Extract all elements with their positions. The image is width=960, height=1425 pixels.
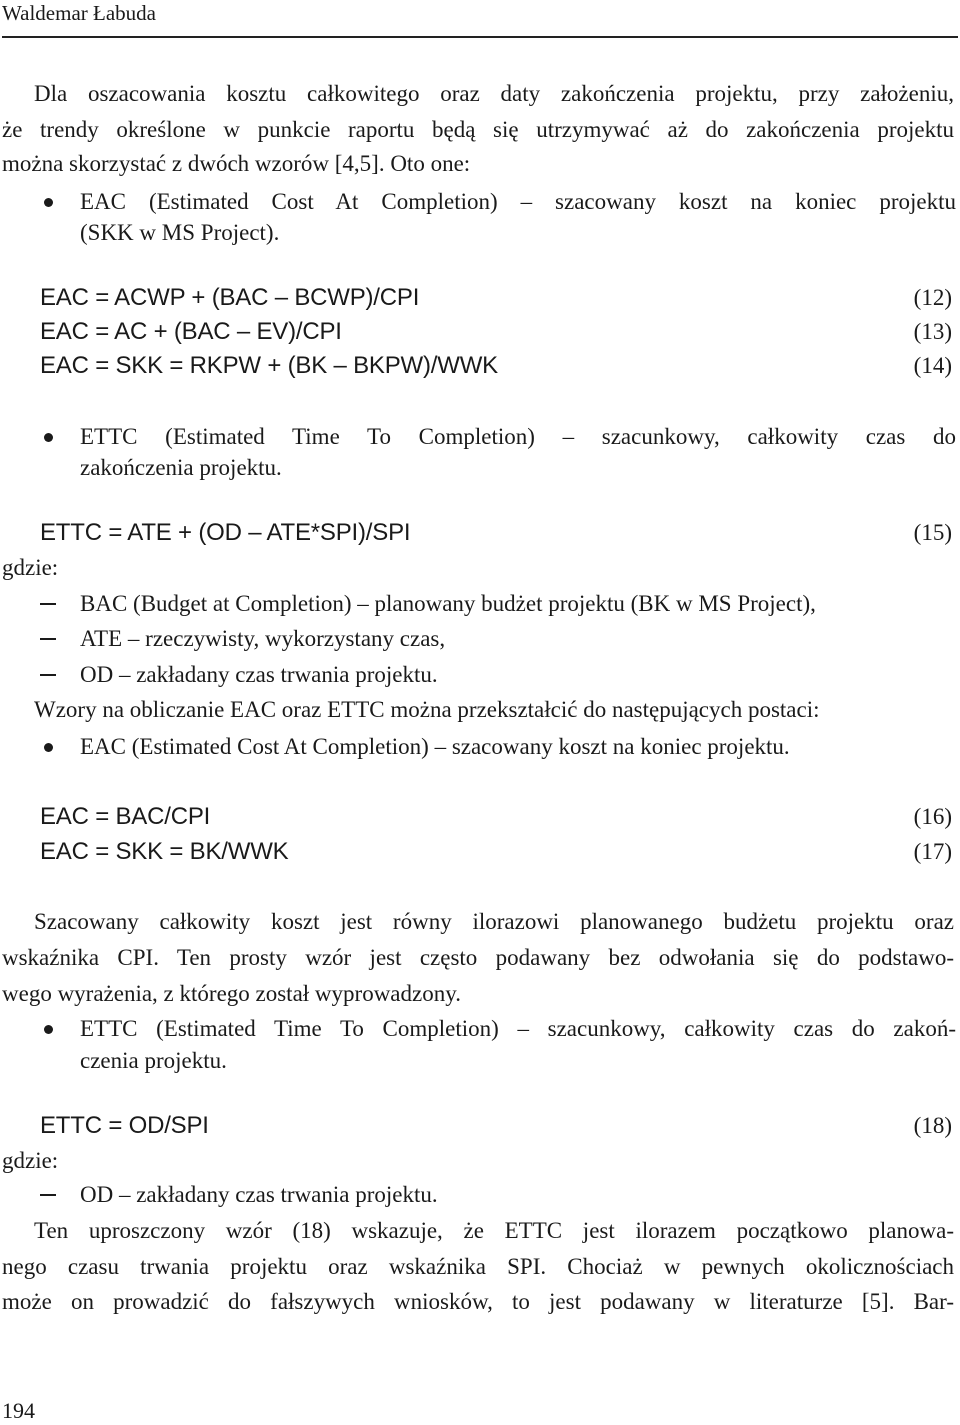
dash-icon	[40, 638, 56, 640]
equation-number: (15)	[913, 520, 952, 545]
bullet-icon	[44, 198, 53, 207]
dash-icon	[40, 603, 56, 605]
dash-icon	[40, 674, 56, 676]
header-author: Waldemar Łabuda	[2, 1, 156, 25]
bullet1-line-1: EAC (Estimated Cost At Completion) – szacowany koszt na koniec projektu	[80, 189, 956, 214]
bullet4-line-1: ETTC (Estimated Time To Completion) – szacunkowy, całkowity czas do zakoń-	[80, 1016, 956, 1041]
equation-formula: EAC = SKK = BK/WWK	[40, 838, 289, 865]
bullet2-line-2: zakończenia projektu.	[80, 455, 282, 480]
bullet1-line-2: (SKK w MS Project).	[80, 220, 280, 245]
equation-number: (17)	[913, 839, 952, 864]
dash-item-3: OD – zakładany czas trwania projektu.	[80, 662, 438, 687]
equation-number: (16)	[913, 804, 952, 829]
dash-item: OD – zakładany czas trwania projektu.	[80, 1182, 438, 1207]
equation-number: (18)	[913, 1113, 952, 1138]
gdzie-label: gdzie:	[2, 555, 59, 580]
szacowany-line-1: Szacowany całkowity koszt jest równy ilorazowi planowanego budżetu projektu oraz	[34, 909, 954, 934]
equation-formula: ETTC = OD/SPI	[40, 1112, 209, 1139]
bullet-icon	[44, 1025, 53, 1034]
equation-formula: EAC = SKK = RKPW + (BK – BKPW)/WWK	[40, 352, 498, 379]
bullet-icon	[44, 433, 53, 442]
bullet4-line-2: czenia projektu.	[80, 1048, 227, 1073]
intro-line-3: można skorzystać z dwóch wzorów [4,5]. Oto one:	[2, 151, 471, 176]
intro-line-2: że trendy określone w punkcie raportu będą się utrzymywać aż do zakończenia projektu	[2, 117, 954, 142]
szacowany-line-2: wskaźnika CPI. Ten prosty wzór jest często podawany bez odwołania się do podstawo-	[2, 945, 954, 970]
final-line-1: Ten uproszczony wzór (18) wskazuje, że ETTC jest ilorazem początkowo planowa-	[34, 1218, 954, 1243]
equation-formula: EAC = ACWP + (BAC – BCWP)/CPI	[40, 284, 420, 311]
running-header	[2, 0, 958, 38]
dash-item-2: ATE – rzeczywisty, wykorzystany czas,	[80, 626, 446, 651]
final-line-3: może on prowadzić do fałszywych wniosków, to jest podawany w literaturze [5]. Bar-	[2, 1289, 954, 1314]
page-number: 194	[2, 1398, 35, 1423]
bullet2-line-1: ETTC (Estimated Time To Completion) – szacunkowy, całkowity czas do	[80, 424, 956, 449]
dash-item-1: BAC (Budget at Completion) – planowany budżet projektu (BK w MS Project),	[80, 591, 816, 616]
equation-formula: EAC = BAC/CPI	[40, 803, 211, 830]
equation-formula: EAC = AC + (BAC – EV)/CPI	[40, 318, 342, 345]
gdzie-label: gdzie:	[2, 1148, 59, 1173]
szacowany-line-3: wego wyrażenia, z którego został wyprowadzony.	[2, 981, 461, 1006]
equation-number: (13)	[913, 319, 952, 344]
equation-number: (14)	[913, 353, 952, 378]
intro-line-1: Dla oszacowania kosztu całkowitego oraz daty zakończenia projektu, przy założeniu,	[34, 81, 954, 106]
final-line-2: nego czasu trwania projektu oraz wskaźnika SPI. Chociaż w pewnych okolicznościach	[2, 1254, 954, 1279]
bullet3-line: EAC (Estimated Cost At Completion) – szacowany koszt na koniec projektu.	[80, 734, 790, 759]
bullet-icon	[44, 743, 53, 752]
equation-number: (12)	[913, 285, 952, 310]
wzory-paragraph: Wzory na obliczanie EAC oraz ETTC można przekształcić do następujących postaci:	[34, 697, 820, 722]
equation-formula: ETTC = ATE + (OD – ATE*SPI)/SPI	[40, 519, 411, 546]
dash-icon	[40, 1194, 56, 1196]
